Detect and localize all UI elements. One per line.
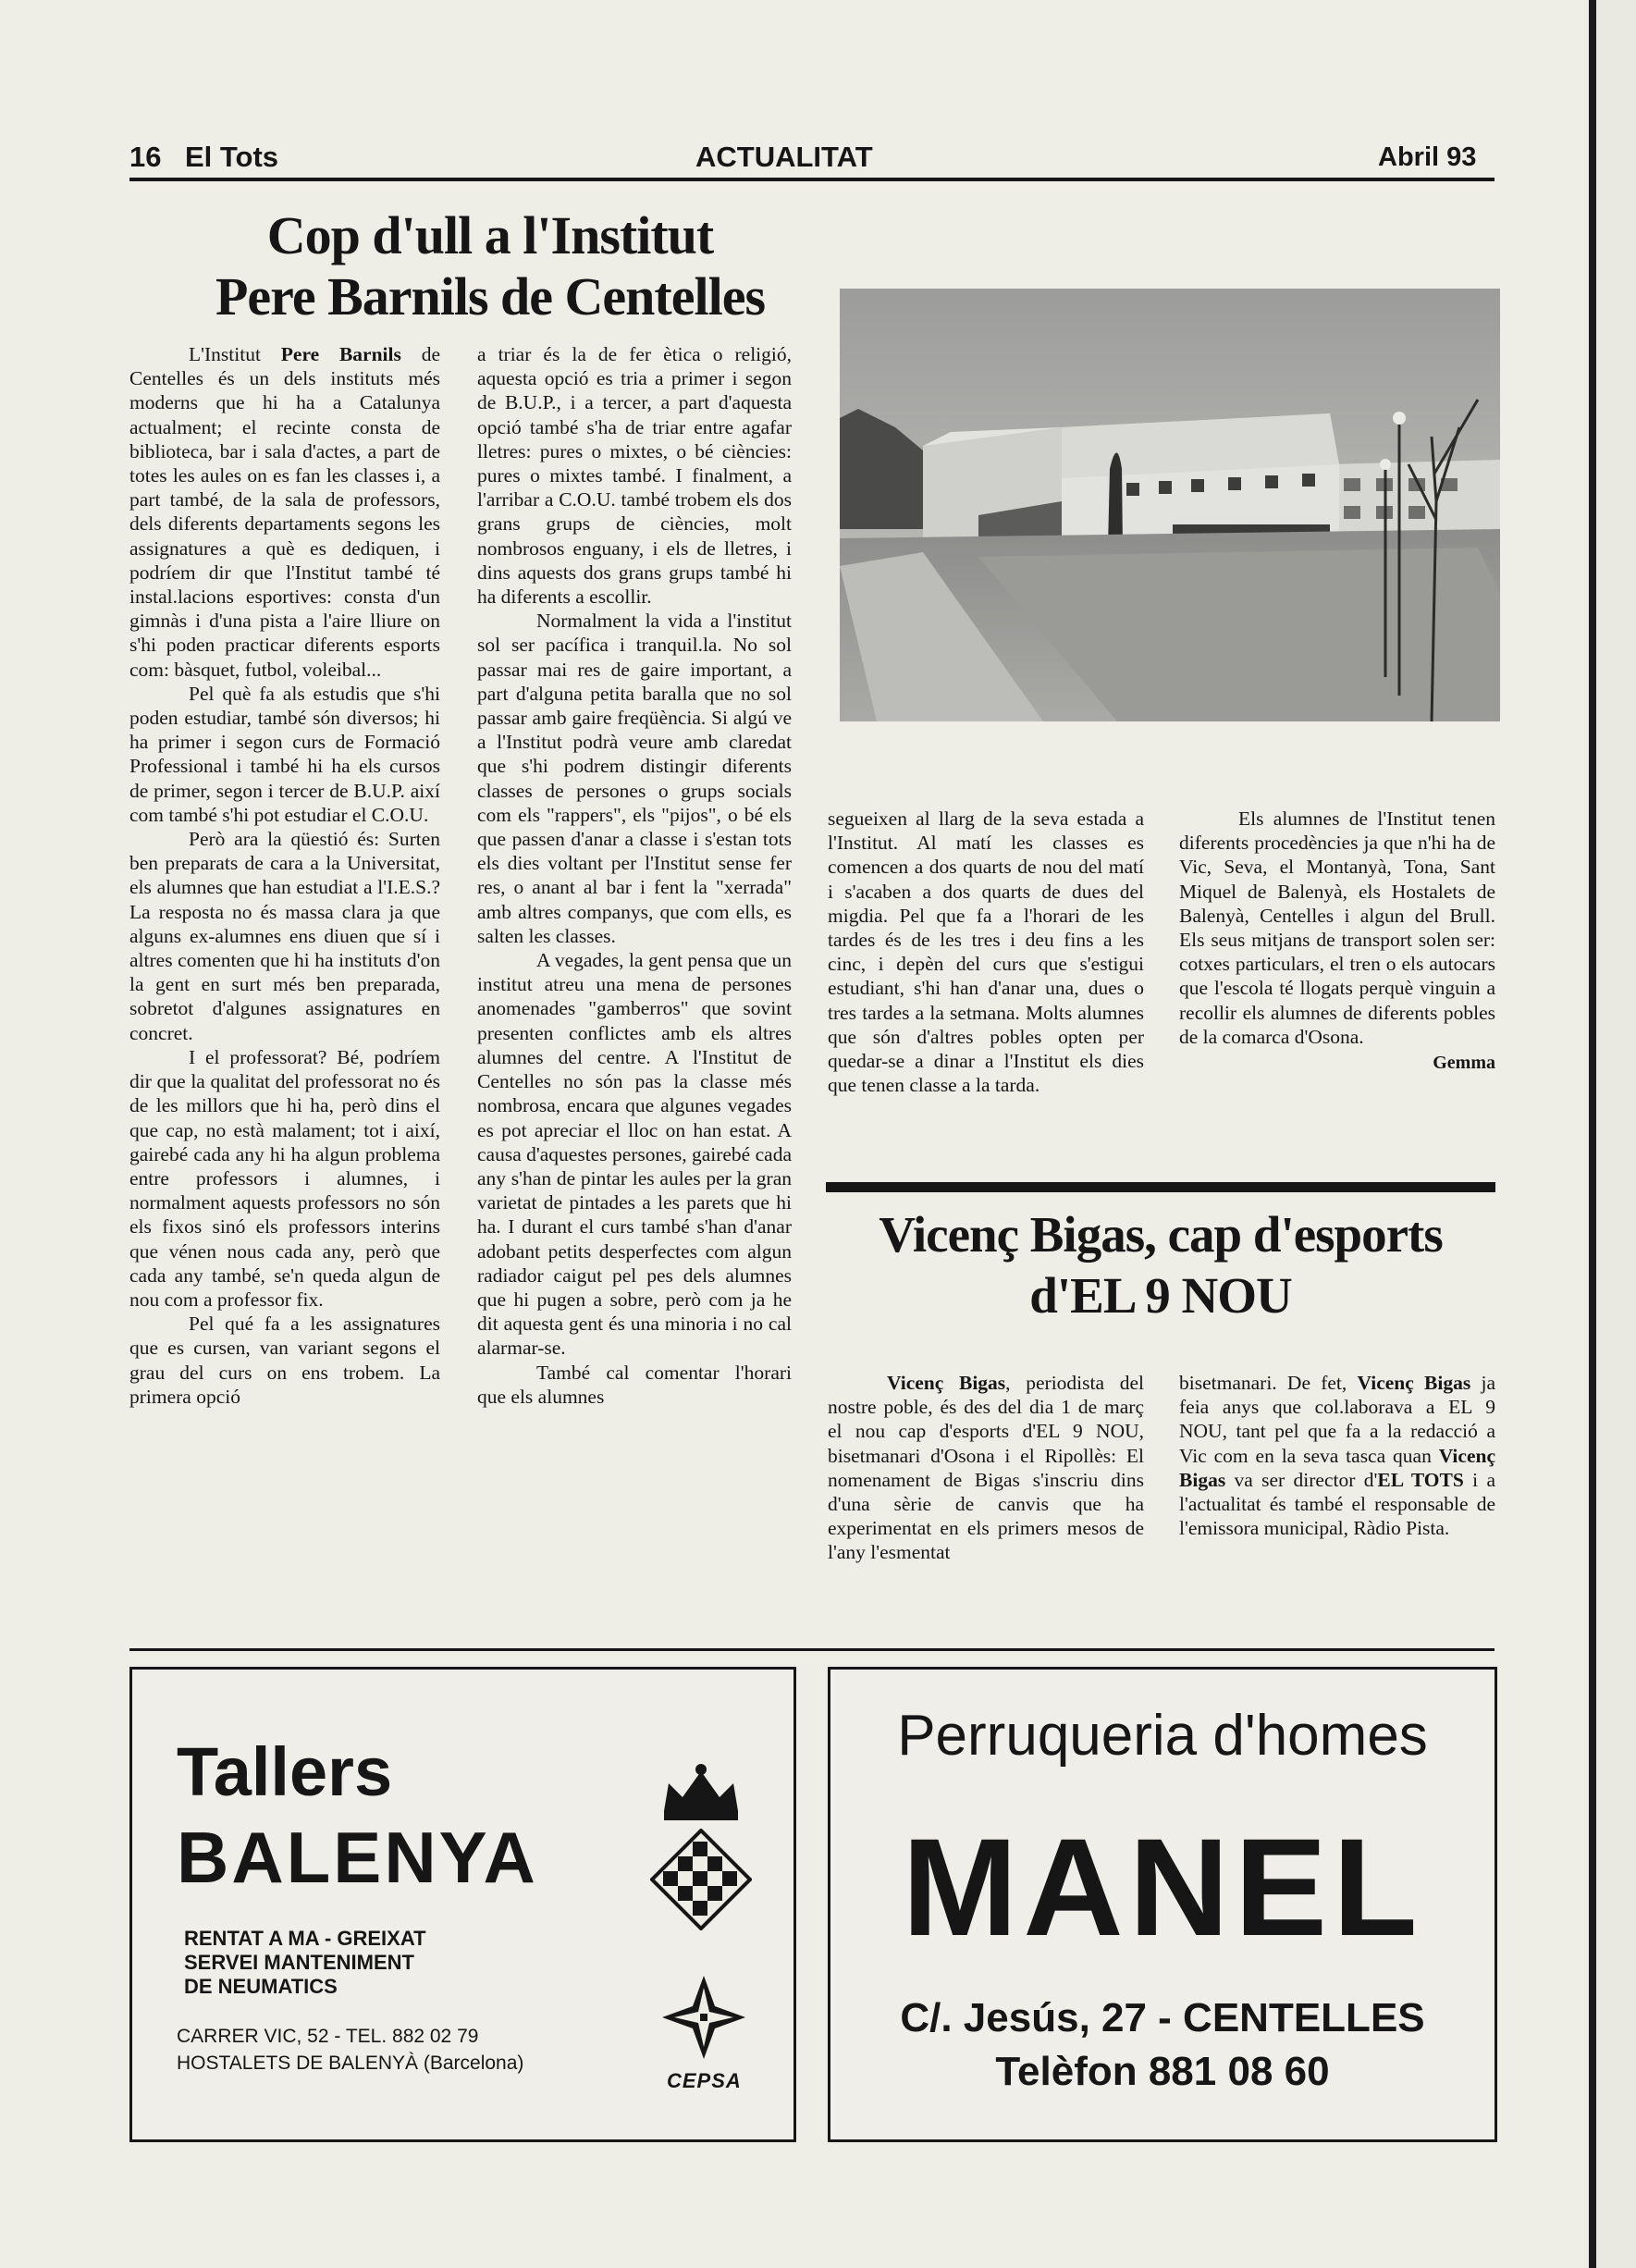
coat-of-arms-icon	[650, 1829, 752, 1930]
author-signature: Gemma	[1433, 1053, 1495, 1074]
headline-line-2: d'EL 9 NOU	[1029, 1267, 1292, 1324]
paragraph: segueixen al llarg de la seva estada a l'Institut. Al matí les classes es comencen a dos quarts de nou del matí i s'acaben a dos quarts de dues del migdia. Pel que fa a l'horari de les tardes és de les tres i deu fins a les cinc, i depèn del curs que s'estigui estudiant, s'hi han d'anar una, dues o tres tardes a la setmana. Molts alumnes que són d'altres pobles opten per quedar-se a dinar a l'Institut els dies que tenen classe a la tarda.	[828, 807, 1144, 1097]
crown-icon	[659, 1760, 743, 1825]
article2-column-1	[828, 1371, 1144, 1565]
paragraph: bisetmanari. De fet, Vicenç Bigas ja feia anys que col.laborava a EL 9 NOU, tant pel que fa a la redacció a Vic com en la seva tasca quan Vicenç Bigas va ser director d'EL TOTS i a l'actualitat és també el responsable de l'emissora municipal, Ràdio Pista.	[1179, 1372, 1495, 1540]
article-column-2	[477, 342, 792, 1409]
paragraph: I el professorat? Bé, podríem dir que la qualitat del professorat no és de les millors que hi ha, però dins el que cap, no està malament; tot i així, gairebé cada any hi ha algun problema entre professors i alumnes, i normalment aquests professors no són els fixos sinó els professors interins que vénen nous cada any, però que cada any també, se'n queda algun de nou com a professor fix.	[129, 1045, 440, 1311]
paragraph: A vegades, la gent pensa que un institut atreu una mena de persones anomenades "gamberros" que sovint presenten conflictes amb els altres alumnes del centre. A l'Institut de Centelles no són pas la classe més nombrosa, encara que algunes vegades es pot apreciar el lloc on han estat. A causa d'aquestes persones, gairebé cada any s'han de pintar les aules per la gran varietat de pintades a les parets que hi ha. I durant el curs també s'han d'anar adobant petits desperfectes com algun radiador caigut pel pes dels alumnes que hi pugen a sobre, però com ja he dit aquesta gent és una minoria i no cal alarmar-se.	[477, 949, 792, 1360]
paragraph: Els alumnes de l'Institut tenen diferents procedències ja que n'hi ha de Vic, Seva, el Montanyà, Tona, Sant Miquel de Balenyà, els Hostalets de Balenyà, Centelles i algun del Brull. Els seus mitjans de transport solen ser: cotxes particulars, el tren o els autocars que l'escola té llogats perquè vinguin a recollir els alumnes de diferents pobles de la comarca d'Osona.	[1179, 807, 1495, 1048]
paragraph: Vicenç Bigas, periodista del nostre poble, és des del dia 1 de març el nou cap d'esports d'EL 9 NOU, bisetmanari d'Osona i el Ripollès: El nomenament de Bigas s'inscriu dins d'una sèrie de canvis que ha experimentat en els primers mesos de l'any l'esmentat	[828, 1372, 1144, 1564]
page-number: 16	[129, 141, 162, 173]
article2-column-2	[1179, 1371, 1495, 1540]
paragraph: Normalment la vida a l'institut sol ser pacífica i tranquil.la. No sol passar mai res de gaire important, a part d'alguna petita baralla que no sol passar amb gaire freqüència. Si algú ve a l'Institut podrà veure amb claredat que s'hi podrem distingir diferents classes de persones o grups socials com els "rappers", els "pijos", o bé els que passen d'anar a classe i s'estan tots els dies voltant per l'Institut sense fer res, o anant al bar i fent la "xerrada" amb altres companys, que com ells, es salten les classes.	[477, 610, 792, 947]
headline-line-2: Pere Barnils de Centelles	[215, 266, 766, 327]
ad-title-line-1: Tallers	[177, 1733, 393, 1810]
ad-services: RENTAT A MA - GREIXAT SERVEI MANTENIMENT DE NEUMATICS	[184, 1927, 426, 1998]
article-column-3	[828, 807, 1144, 1097]
ad-address: CARRER VIC, 52 - TEL. 882 02 79	[177, 2026, 479, 2047]
institute-building-photo	[840, 289, 1500, 721]
tallers-balenya-ad	[129, 1667, 796, 2142]
building-photo-icon	[840, 289, 1500, 721]
ad-phone: Telèfon 881 08 60	[995, 2049, 1330, 2094]
ad-town: HOSTALETS DE BALENYÀ (Barcelona)	[177, 2052, 524, 2074]
article-column-1	[129, 342, 440, 1409]
paragraph: Pel qué fa a les assignatures que es cursen, van variant segons el grau del curs on ens trobem. La primera opció	[129, 1313, 440, 1408]
ads-separator	[129, 1648, 1495, 1651]
issue-date: Abril 93	[1378, 142, 1477, 172]
cepsa-brand: CEPSA	[667, 2069, 742, 2092]
paragraph: També cal comentar l'horari que els alumnes	[477, 1361, 792, 1408]
headline-line-1: Cop d'ull a l'Institut	[266, 205, 714, 265]
ad-title-line-2: BALENYA	[177, 1817, 538, 1898]
article2-headline	[826, 1204, 1495, 1326]
ad-title-line-2: MANEL	[902, 1809, 1423, 1965]
ad-address: C/. Jesús, 27 - CENTELLES	[900, 1995, 1425, 2040]
perruqueria-manel-ad	[828, 1667, 1497, 2142]
cepsa-logo-icon	[658, 1971, 750, 2064]
article-headline	[129, 205, 851, 327]
ad-title-line-1: Perruqueria d'homes	[897, 1704, 1428, 1768]
section-name: ACTUALITAT	[695, 141, 873, 173]
article-column-4	[1179, 807, 1495, 1075]
paragraph: a triar és la de fer ètica o religió, aquesta opció es tria a primer i segon de B.U.P., i a tercer, a part d'aquesta opció també s'ha de triar entre agafar lletres: pures o mixtes, o bé ciències: pures o mixtes també. I finalment, a l'arribar a C.O.U. també trobem els dos grans grups de ciències, molt nombrosos enguany, i els de lletres, i dins aquests dos grans grups també hi ha diferents a escollir.	[477, 343, 792, 609]
article-separator	[826, 1182, 1495, 1192]
paragraph: L'Institut Pere Barnils de Centelles és un dels instituts més moderns que hi ha a Catalunya actualment; el recinte consta de biblioteca, bar i sala d'actes, a part de totes les aules on es fan les classes i, a part també, de la sala de professors, dels diferents departaments segons les assignatures a què es dediquen, i podríem dir que l'Institut també té instal.lacions esportives: consta d'un gimnàs i d'una pista a l'aire lliure on s'hi poden practicar diferents esports com: bàsquet, futbol, voleibal...	[129, 343, 440, 681]
next-page-edge	[1596, 0, 1636, 2268]
publication-name: El Tots	[185, 141, 279, 173]
paragraph: Pel què fa als estudis que s'hi poden estudiar, també són diversos; hi ha primer i segon curs de Formació Professional i també hi ha els cursos de primer, segon i tercer de B.U.P. així com també s'hi pot estudiar el C.O.U.	[129, 682, 440, 826]
headline-line-1: Vicenç Bigas, cap d'esports	[879, 1206, 1443, 1263]
header-rule	[129, 178, 1495, 181]
paragraph: Però ara la qüestió és: Surten ben preparats de cara a la Universitat, els alumnes que han estudiat a l'I.E.S.? La resposta no és massa clara ja que alguns ex-alumnes ens diuen que sí i altres comenten que hi ha instituts d'on la gent en surt més ben preparada, sobretot d'algunes assignatures en concret.	[129, 828, 440, 1044]
